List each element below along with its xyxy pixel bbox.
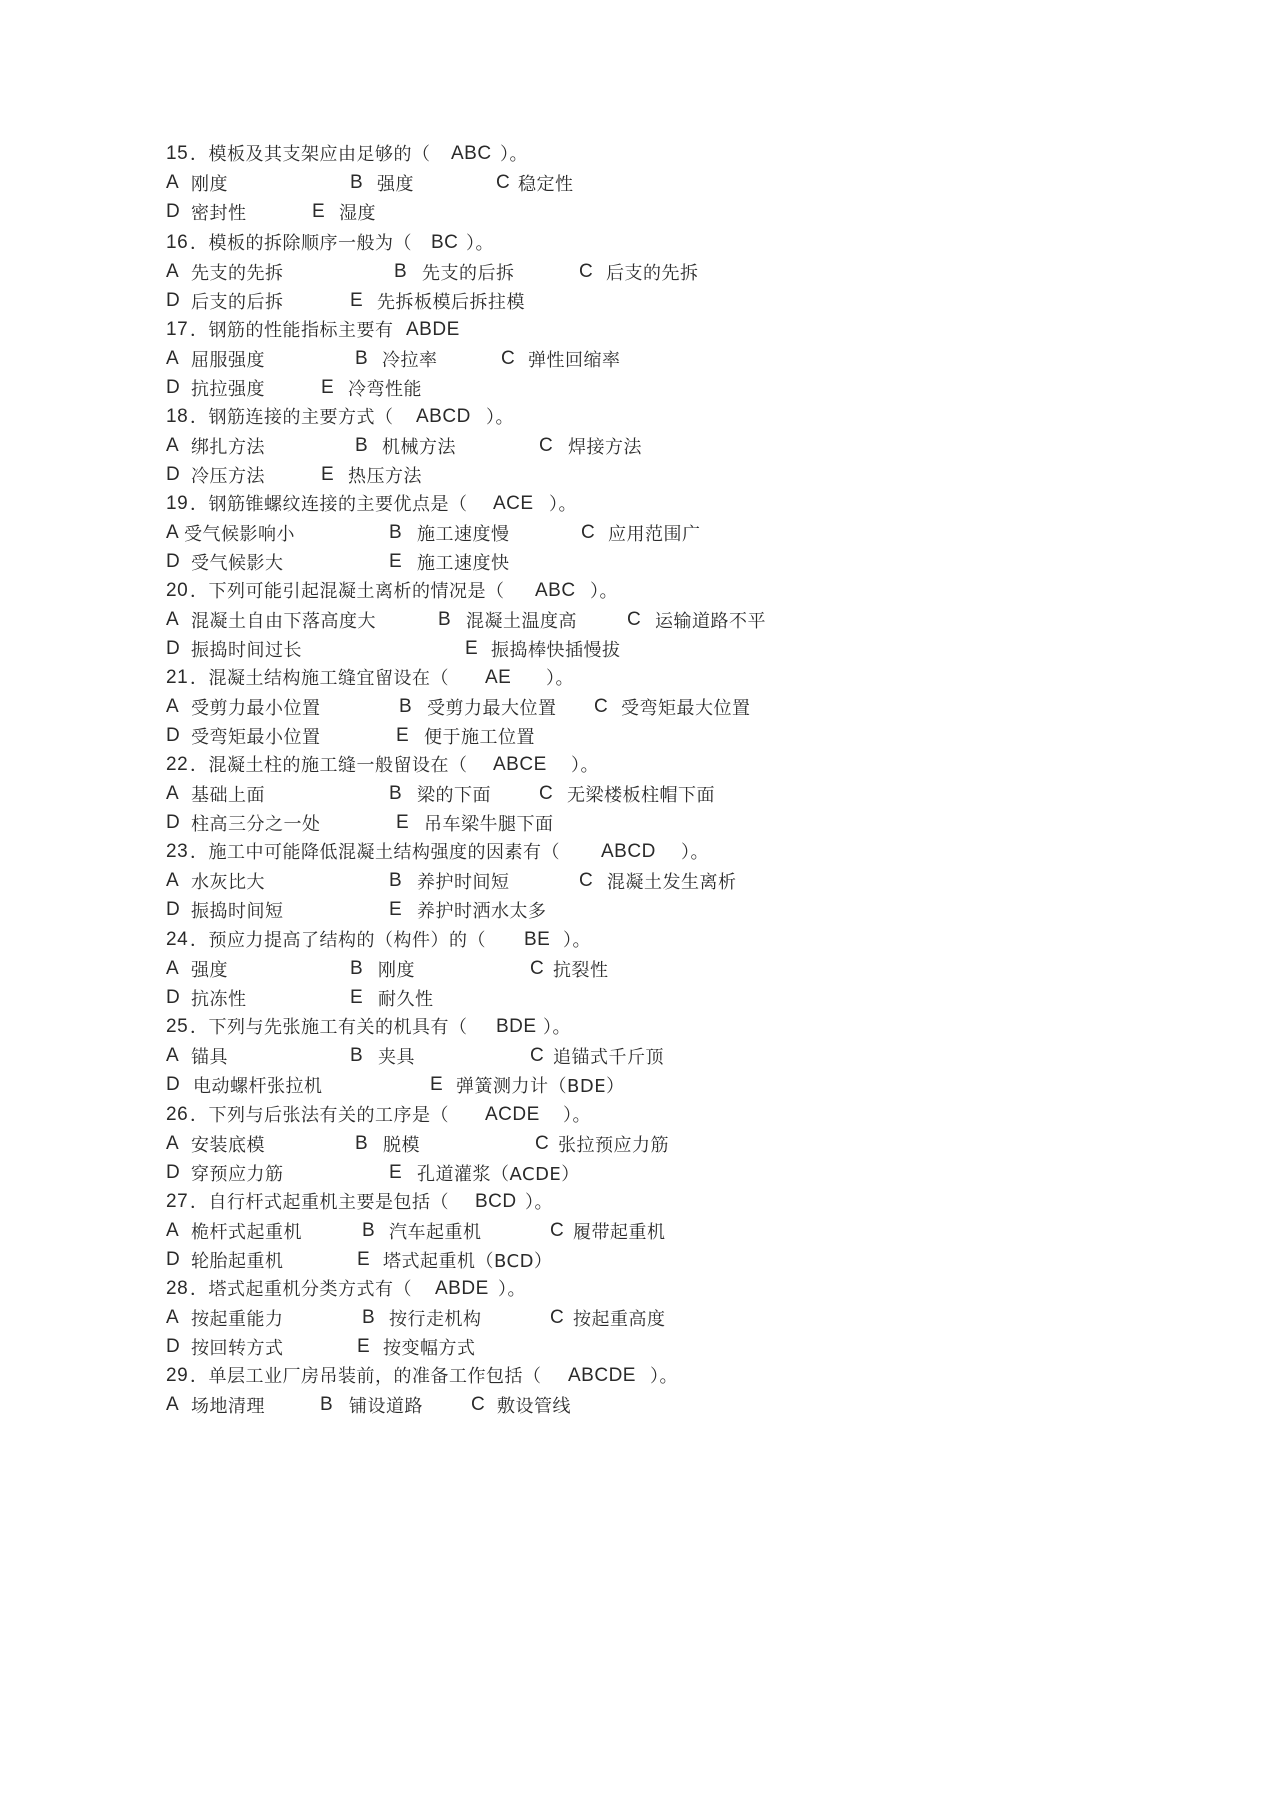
option-letter: A [166,348,180,369]
option-letter: E [465,638,479,659]
option-letter: B [362,1307,376,1328]
option-text: 铺设道路 [349,1396,423,1417]
option-text: 按变幅方式 [383,1338,476,1359]
option-letter: A [166,783,180,804]
option-letter: C [496,172,511,193]
question-end: ）。 [650,1366,678,1387]
option-text: 吊车梁牛腿下面 [424,814,554,835]
option-letter: C [539,435,554,456]
option-letter: B [350,1045,364,1066]
question-number: 28 [166,1278,189,1299]
option-text: 应用范围广 [608,524,701,545]
option-letter: A [166,1045,180,1066]
option-letter: E [389,899,403,920]
option-letter: C [550,1307,565,1328]
question-number: 16 [166,232,189,253]
option-letter: D [166,201,181,222]
question-end: ）。 [498,1279,526,1300]
option-letter: A [166,696,180,717]
option-letter: A [166,522,180,543]
option-letter: C [535,1133,550,1154]
option-letter: D [166,812,181,833]
option-text: 梁的下面 [417,785,491,806]
question-end: ）。 [563,930,591,951]
option-letter: B [355,1133,369,1154]
question-stem: ．钢筋连接的主要方式（ [190,407,394,428]
option-text: 张拉预应力筋 [558,1135,669,1156]
option-letter: C [579,870,594,891]
question-stem: ．混凝土柱的施工缝一般留设在（ [190,755,468,776]
option-text: 受气候影响小 [184,524,295,545]
option-letter: A [166,172,180,193]
question-stem: ．下列与后张法有关的工序是（ [190,1105,449,1126]
option-letter: E [389,1162,403,1183]
option-letter: D [166,1162,181,1183]
question-answer: ACDE [485,1104,540,1125]
question-answer: AE [485,667,512,688]
option-text: 焊接方法 [568,437,642,458]
option-text: 后支的后拆 [191,292,284,313]
question-answer: ACE [493,493,534,514]
option-text: 水灰比大 [191,872,265,893]
option-text: 混凝土温度高 [466,611,577,632]
question-number: 15 [166,143,189,164]
option-text: 稳定性 [518,174,574,195]
option-text: 穿预应力筋 [191,1164,284,1185]
option-text: 刚度 [378,960,415,981]
question-end: ）。 [571,755,599,776]
question-answer: ABCDE [568,1365,636,1386]
question-end: ）。 [563,1105,591,1126]
question-stem: ．自行杆式起重机主要是包括（ [190,1192,449,1213]
option-letter: B [355,348,369,369]
question-answer: ABDE [406,319,460,340]
option-letter: A [166,1307,180,1328]
question-end: ）。 [681,842,709,863]
question-number: 25 [166,1016,189,1037]
question-answer: ABCD [601,841,656,862]
option-letter: C [627,609,642,630]
option-text: 锚具 [191,1047,228,1068]
question-number: 19 [166,493,189,514]
question-number: 17 [166,319,189,340]
option-text: 场地清理 [191,1396,265,1417]
option-text: 脱模 [383,1135,420,1156]
option-letter: A [166,958,180,979]
option-letter: C [550,1220,565,1241]
option-letter: A [166,870,180,891]
option-letter: E [321,464,335,485]
option-letter: B [394,261,408,282]
question-answer: ABCE [493,754,547,775]
option-letter: E [357,1336,371,1357]
option-text: 密封性 [191,203,247,224]
option-letter: B [389,870,403,891]
option-text: 按起重能力 [191,1309,284,1330]
option-letter: A [166,1394,180,1415]
option-letter: E [350,290,364,311]
question-stem: ．施工中可能降低混凝土结构强度的因素有（ [190,842,560,863]
option-letter: C [471,1394,486,1415]
question-end: ）。 [486,407,514,428]
question-end: ）。 [525,1192,553,1213]
question-end: ）。 [543,1017,571,1038]
option-text: 夹具 [378,1047,415,1068]
option-text: 机械方法 [382,437,456,458]
option-letter: C [579,261,594,282]
option-text: 按回转方式 [191,1338,284,1359]
option-text: 强度 [377,174,414,195]
option-text: 先支的后拆 [422,263,515,284]
option-letter: C [501,348,516,369]
question-stem: ．钢筋的性能指标主要有 [190,320,394,341]
option-letter: D [166,1336,181,1357]
question-answer: ABC [535,580,576,601]
option-text: 耐久性 [378,989,434,1010]
question-stem: ．下列与先张施工有关的机具有（ [190,1017,468,1038]
option-letter: E [357,1249,371,1270]
question-answer: ABDE [435,1278,489,1299]
option-letter: E [312,201,326,222]
option-text: 后支的先拆 [606,263,699,284]
option-text: 振捣棒快插慢拔 [491,640,621,661]
option-text: 敷设管线 [497,1396,571,1417]
option-text: 安装底模 [191,1135,265,1156]
option-text: 便于施工位置 [424,727,535,748]
option-text: 无梁楼板柱帽下面 [567,785,715,806]
option-text: 追锚式千斤顶 [553,1047,664,1068]
option-text: 柱高三分之一处 [191,814,321,835]
option-text: 冷弯性能 [348,379,422,400]
option-letter: C [530,1045,545,1066]
question-stem: ．塔式起重机分类方式有（ [190,1279,412,1300]
option-text: 混凝土自由下落高度大 [191,611,376,632]
option-letter: C [594,696,609,717]
option-text: 混凝土发生离析 [607,872,737,893]
option-text: 履带起重机 [573,1222,666,1243]
question-stem: ．混凝土结构施工缝宜留设在（ [190,668,449,689]
question-end: ）。 [500,144,528,165]
question-end: ）。 [466,233,494,254]
option-text: 施工速度慢 [417,524,510,545]
question-number: 29 [166,1365,189,1386]
question-answer: BDE [496,1016,537,1037]
option-text: 弹性回缩率 [528,350,621,371]
question-number: 22 [166,754,189,775]
option-letter: D [166,725,181,746]
question-number: 27 [166,1191,189,1212]
question-number: 24 [166,929,189,950]
option-letter: A [166,1133,180,1154]
option-letter: D [166,464,181,485]
option-text: 养护时间短 [417,872,510,893]
option-letter: C [581,522,596,543]
option-text: 抗裂性 [553,960,609,981]
option-letter: A [166,1220,180,1241]
option-text: 冷拉率 [382,350,438,371]
option-text: 施工速度快 [417,553,510,574]
option-letter: B [362,1220,376,1241]
question-answer: BE [524,929,551,950]
option-letter: D [166,290,181,311]
option-letter: D [166,899,181,920]
option-letter: B [320,1394,334,1415]
option-text: 按行走机构 [389,1309,482,1330]
option-letter: D [166,1249,181,1270]
option-letter: D [166,551,181,572]
option-text: 强度 [191,960,228,981]
option-letter: B [389,522,403,543]
option-text: 基础上面 [191,785,265,806]
option-letter: A [166,261,180,282]
option-letter: B [438,609,452,630]
option-text: 抗冻性 [191,989,247,1010]
option-text: 刚度 [191,174,228,195]
option-text: 轮胎起重机 [191,1251,284,1272]
question-end: ）。 [590,581,618,602]
option-text: 孔道灌浆（ACDE） [417,1164,580,1185]
option-text: 弹簧测力计（BDE） [456,1076,625,1097]
option-letter: A [166,609,180,630]
question-answer: ABC [451,143,492,164]
question-answer: BC [431,232,459,253]
question-stem: ．下列可能引起混凝土离析的情况是（ [190,581,505,602]
option-text: 受气候影大 [191,553,284,574]
option-text: 电动螺杆张拉机 [193,1076,323,1097]
option-letter: B [350,958,364,979]
option-text: 受剪力最小位置 [191,698,321,719]
question-stem: ．模板及其支架应由足够的（ [190,144,431,165]
option-letter: E [321,377,335,398]
question-number: 23 [166,841,189,862]
option-text: 受剪力最大位置 [427,698,557,719]
question-end: ）。 [549,494,577,515]
option-letter: B [350,172,364,193]
option-text: 受弯矩最大位置 [621,698,751,719]
option-letter: E [396,725,410,746]
option-text: 养护时洒水太多 [417,901,547,922]
option-text: 抗拉强度 [191,379,265,400]
option-letter: D [166,638,181,659]
option-text: 塔式起重机（BCD） [383,1251,553,1272]
option-text: 冷压方法 [191,466,265,487]
question-answer: ABCD [416,406,471,427]
option-letter: E [350,987,364,1008]
question-answer: BCD [475,1191,517,1212]
question-stem: ．单层工业厂房吊装前，的准备工作包括（ [190,1366,542,1387]
option-text: 屈服强度 [191,350,265,371]
option-letter: C [539,783,554,804]
option-letter: E [396,812,410,833]
question-number: 26 [166,1104,189,1125]
option-text: 先拆板模后拆拄模 [377,292,525,313]
option-text: 先支的先拆 [191,263,284,284]
option-letter: B [399,696,413,717]
option-letter: B [389,783,403,804]
question-number: 20 [166,580,189,601]
option-letter: E [389,551,403,572]
question-stem: ．钢筋锥螺纹连接的主要优点是（ [190,494,468,515]
question-number: 21 [166,667,189,688]
option-text: 振捣时间短 [191,901,284,922]
option-letter: D [166,377,181,398]
option-text: 湿度 [339,203,376,224]
option-letter: D [166,987,181,1008]
option-text: 受弯矩最小位置 [191,727,321,748]
option-text: 汽车起重机 [389,1222,482,1243]
option-text: 桅杆式起重机 [191,1222,302,1243]
option-letter: B [355,435,369,456]
option-text: 绑扎方法 [191,437,265,458]
option-letter: D [166,1074,181,1095]
option-letter: A [166,435,180,456]
question-stem: ．预应力提高了结构的（构件）的（ [190,930,486,951]
option-text: 运输道路不平 [655,611,766,632]
question-number: 18 [166,406,189,427]
option-letter: E [430,1074,444,1095]
question-end: ）。 [546,668,574,689]
option-letter: C [530,958,545,979]
question-stem: ．模板的拆除顺序一般为（ [190,233,412,254]
option-text: 按起重高度 [573,1309,666,1330]
option-text: 振捣时间过长 [191,640,302,661]
option-text: 热压方法 [348,466,422,487]
